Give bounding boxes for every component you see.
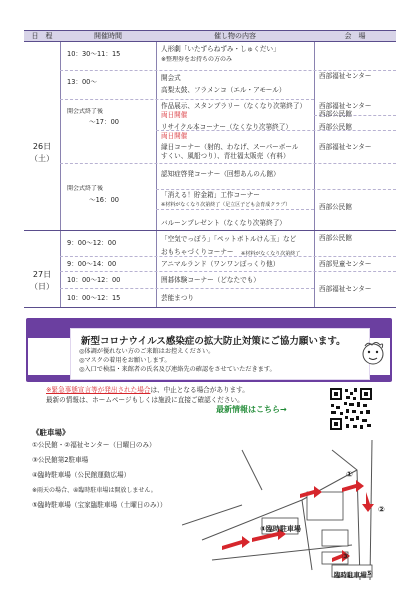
mascot-icon bbox=[358, 338, 388, 368]
time-cell: 〜16：00 bbox=[89, 196, 119, 204]
map-label-2: ② bbox=[378, 505, 385, 514]
time-cell: 10：30〜11：15 bbox=[67, 50, 121, 58]
venue-cell: 西部福祉センター bbox=[319, 285, 372, 293]
map-label-5-text: 臨時駐車場 bbox=[334, 571, 367, 579]
time-cell: 9：00〜14：00 bbox=[67, 260, 117, 268]
venue-cell: 西部公民館 bbox=[319, 234, 352, 242]
time-cell: 開会式終了後 bbox=[67, 108, 104, 115]
row-divider bbox=[60, 271, 396, 272]
content-line: おもちゃづくりコーナー bbox=[161, 248, 234, 256]
content-line: すくい、風船つり）、青壮福太販売（有料） bbox=[161, 152, 290, 160]
content-line: 「消える！貯金箱」工作コーナー bbox=[161, 191, 260, 199]
latest-info-link[interactable]: 最新情報はこちら→ bbox=[216, 405, 287, 414]
day-divider bbox=[24, 230, 396, 231]
content-line: 縁日コーナー（射的、わなげ、スーパーボール bbox=[161, 143, 299, 151]
info-line: 最新の情報は、ホームページもしくは施設に直接ご確認ください。 bbox=[46, 396, 244, 404]
venue-cell: 西部福祉センター bbox=[319, 72, 372, 80]
content-line: 高梨太鼓、フラメンコ（エル・アモール） bbox=[161, 86, 286, 94]
time-cell: 10：00〜12：15 bbox=[67, 294, 121, 302]
content-line: 人形劇「いたずらねずみ・しゅくだい」 bbox=[161, 45, 280, 53]
content-line: 開会式 bbox=[161, 74, 181, 82]
venue-cell: 西部福祉センター bbox=[319, 102, 372, 110]
table-bottom bbox=[24, 307, 396, 308]
map-label-5: ⑤ bbox=[366, 569, 373, 578]
time-cell: 開会式終了後 bbox=[67, 185, 104, 192]
row-divider bbox=[156, 189, 396, 190]
access-map bbox=[182, 430, 394, 580]
content-line: アニマルランド（ワンワンぽっくり他） bbox=[161, 260, 280, 268]
col-divider bbox=[60, 42, 61, 308]
day2-weekday: （日） bbox=[30, 282, 54, 291]
parking-title: 《駐車場》 bbox=[32, 428, 70, 437]
col-divider bbox=[156, 42, 157, 308]
col-divider bbox=[314, 42, 315, 308]
day2-date: 27日 bbox=[32, 270, 52, 279]
schedule-table bbox=[24, 30, 396, 308]
kominkan-building bbox=[307, 492, 343, 520]
banner-body bbox=[70, 328, 370, 380]
notice-line: ◎入口で検温・来館者の氏名及び連絡先の確認をさせていただきます。 bbox=[79, 366, 276, 373]
venue-cell: 西部公民館 bbox=[319, 203, 352, 211]
day1-date: 26日 bbox=[32, 142, 52, 151]
content-line: 囲碁体験コーナー（どなたでも） bbox=[161, 276, 260, 284]
banner-title: 新型コロナウイルス感染症の拡大防止対策にご協力願います。 bbox=[81, 336, 346, 347]
content-tag: 両日開催 bbox=[161, 132, 188, 140]
arrow-icon bbox=[362, 492, 374, 512]
parking-item: ⑤臨時駐車場（宝家臨駐車場（土曜日のみ）） bbox=[32, 501, 167, 509]
venue-cell: 西部公民館 bbox=[319, 123, 352, 131]
content-line: リサイクル本コーナー（なくなり次第終了） bbox=[161, 123, 292, 131]
warning-text: は、中止となる場合があります。 bbox=[150, 386, 249, 394]
header-date: 日 程 bbox=[24, 30, 60, 42]
time-cell: 13：00〜 bbox=[67, 78, 97, 86]
warning-line bbox=[46, 386, 249, 395]
qr-code-icon[interactable] bbox=[328, 386, 374, 432]
header-venue: 会 場 bbox=[314, 30, 396, 42]
notice-line: ◎マスクの着用をお願いします。 bbox=[79, 357, 171, 364]
content-line: バルーンプレゼント（なくなり次第終了） bbox=[161, 219, 286, 227]
row-divider bbox=[60, 70, 396, 71]
content-note: ※材料がなくなり次第終了（足立区子ども会育成クラブ） bbox=[161, 202, 291, 208]
day1-weekday: （土） bbox=[30, 154, 54, 163]
arrow-icon bbox=[342, 480, 364, 492]
content-note: ※整理券をお持ちの方のみ bbox=[161, 56, 233, 63]
content-tag: 両日開催 bbox=[161, 111, 188, 119]
parking-item: ①公民館・②福祉センター（日曜日のみ） bbox=[32, 441, 156, 449]
venue-cell: 西部福祉センター bbox=[319, 143, 372, 151]
content-line: 「空気でっぽう」「ペットボトルけん玉」など bbox=[161, 235, 297, 243]
map-label-3: ③ bbox=[342, 552, 349, 561]
time-cell: 9：00〜12：00 bbox=[67, 239, 117, 247]
content-note: ※材料がなくなり次第終了 bbox=[241, 251, 301, 257]
parking-item: ④臨時駐車場（公民館運動広場） bbox=[32, 471, 131, 479]
time-cell: 〜17：00 bbox=[89, 118, 119, 126]
map-label-1: ① bbox=[346, 470, 353, 479]
parking-note: ※雨天の場合、④臨時駐車場は開放しません。 bbox=[32, 487, 157, 494]
row-divider bbox=[60, 288, 314, 289]
map-label-4: ④臨時駐車場 bbox=[260, 525, 301, 533]
content-line: 認知症啓発コーナー（回想あんのん館） bbox=[161, 170, 280, 178]
row-divider bbox=[60, 99, 314, 100]
parking-item: ③公民館第2駐車場 bbox=[32, 456, 89, 464]
row-divider bbox=[60, 163, 396, 164]
header-content: 催し物の内容 bbox=[156, 30, 314, 42]
time-cell: 10：00〜12：00 bbox=[67, 276, 121, 284]
venue-cell: 西部公民館 bbox=[319, 110, 352, 118]
content-line: 作品展示、スタンプラリー（なくなり次第終了） bbox=[161, 102, 307, 110]
warning-emphasis: ※緊急事態宣言等が発出された場合 bbox=[46, 386, 151, 394]
covid-banner bbox=[26, 318, 392, 382]
notice-line: ◎体調が優れない方のご来館はお控えください。 bbox=[79, 348, 215, 355]
venue-cell: 西部児童センター bbox=[319, 260, 372, 268]
header-time: 開催時間 bbox=[60, 30, 156, 42]
arrow-icon bbox=[222, 536, 250, 550]
content-line: 芸能まつり bbox=[161, 294, 194, 302]
